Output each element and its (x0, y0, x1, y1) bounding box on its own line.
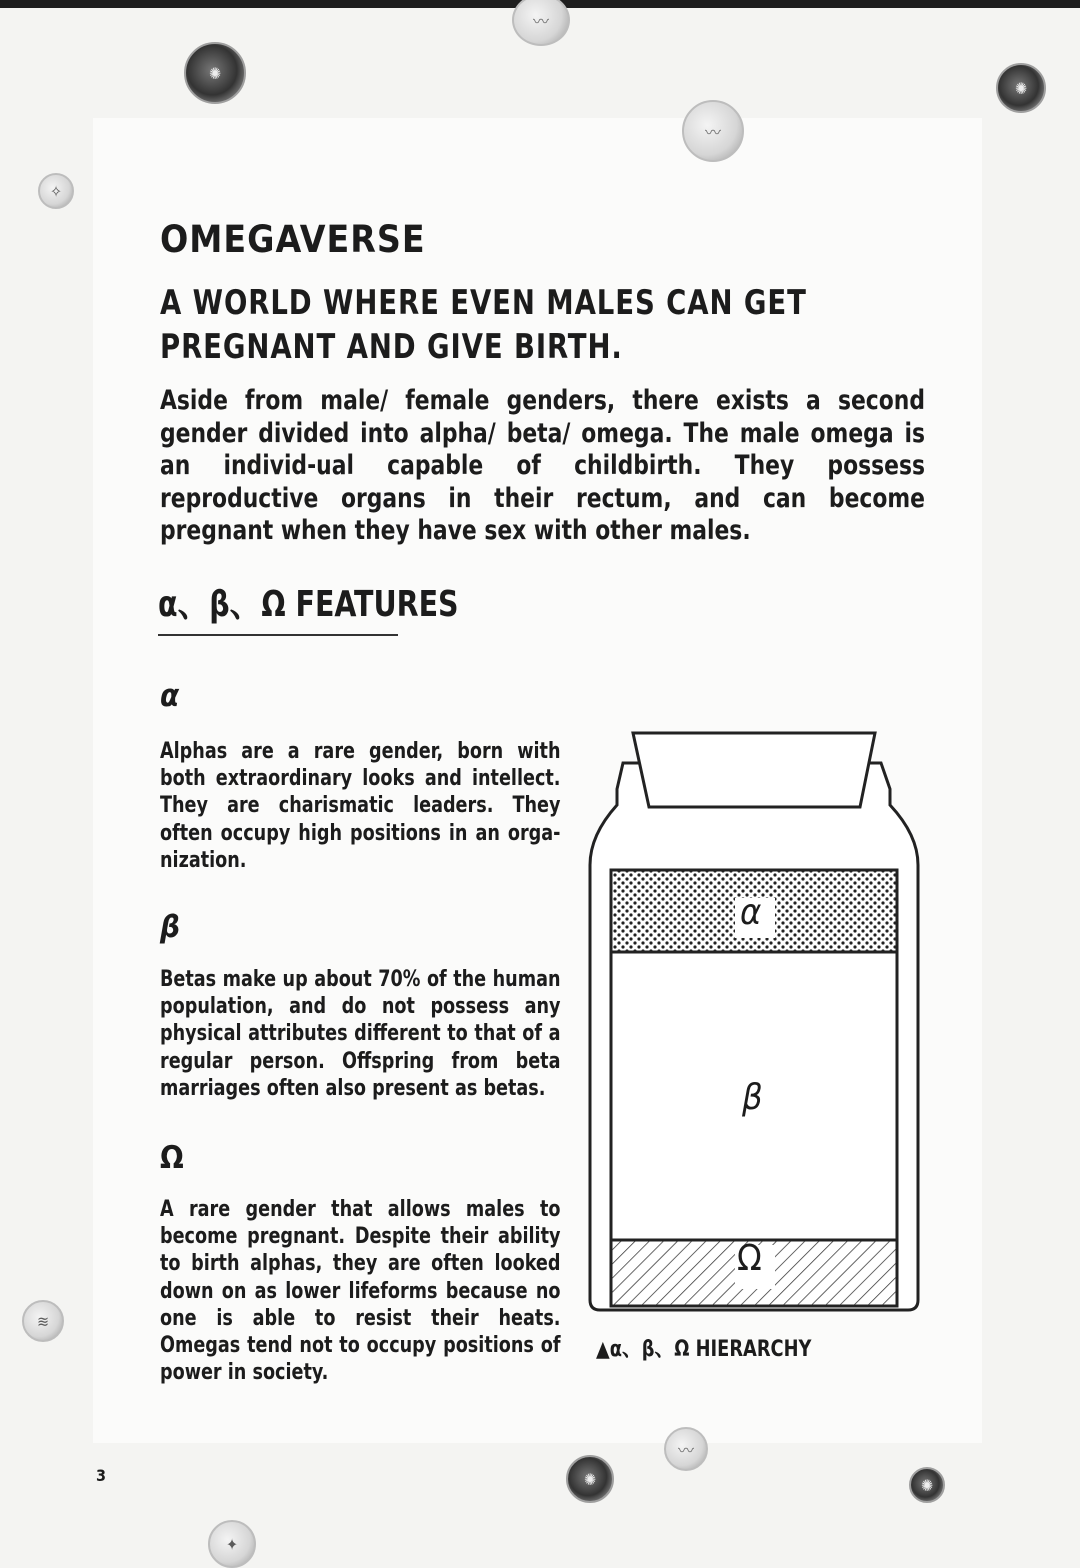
bubble-decoration-icon: ✺ (566, 1455, 614, 1503)
bubble-decoration-icon: 〰 (664, 1427, 708, 1471)
features-heading: α、β、Ω FEATURES (158, 584, 459, 625)
bubble-decoration-icon: ✺ (996, 63, 1046, 113)
bubble-decoration-icon: ≋ (22, 1300, 64, 1342)
bubble-decoration-icon: 〰 (512, 0, 570, 46)
jar-omega-label: Ω (737, 1238, 762, 1279)
intro-paragraph: Aside from male/ female genders, there exists a second gender divided into alpha/ beta/ omega. The male omega is an individ-ual capable of childbirth. They possess reproductive organs in their rectum, and can become pregnant when they have sex with other males. (160, 385, 925, 546)
bubble-decoration-icon: ✧ (38, 173, 74, 209)
bubble-decoration-icon: ✺ (909, 1467, 945, 1503)
page-title: OMEGAVERSE (160, 218, 426, 261)
beta-symbol: β (160, 909, 180, 945)
hierarchy-jar-diagram (585, 725, 925, 1325)
jar-alpha-label: α (740, 892, 762, 933)
bubble-decoration-icon: 〰 (682, 100, 744, 162)
omega-symbol: Ω (160, 1140, 184, 1176)
bubble-decoration-icon: ✦ (208, 1520, 256, 1568)
alpha-symbol: α (160, 678, 180, 714)
jar-beta-label: β (742, 1077, 763, 1118)
heading-underline (158, 634, 398, 636)
diagram-caption: ▲α、β、Ω HIERARCHY (596, 1337, 812, 1362)
beta-description: Betas make up about 70% of the human population, and do not possess any physical attributes different to that of a regular person. Offspring from beta marriages often also present as betas. (160, 967, 561, 1101)
alpha-description: Alphas are a rare gender, born with both extraordinary looks and intellect. They are charismatic leaders. They often occupy high positions in an orga-nization. (160, 739, 561, 873)
page-subtitle: A WORLD WHERE EVEN MALES CAN GET PREGNANT AND GIVE BIRTH. (160, 283, 807, 367)
page-number: 3 (96, 1466, 107, 1485)
bubble-decoration-icon: ✺ (184, 42, 246, 104)
omega-description: A rare gender that allows males to become pregnant. Despite their ability to birth alphas, they are often looked down on as lower lifeforms because no one is able to resist their heats. Omegas tend not to occupy positions of power in society. (160, 1197, 561, 1386)
